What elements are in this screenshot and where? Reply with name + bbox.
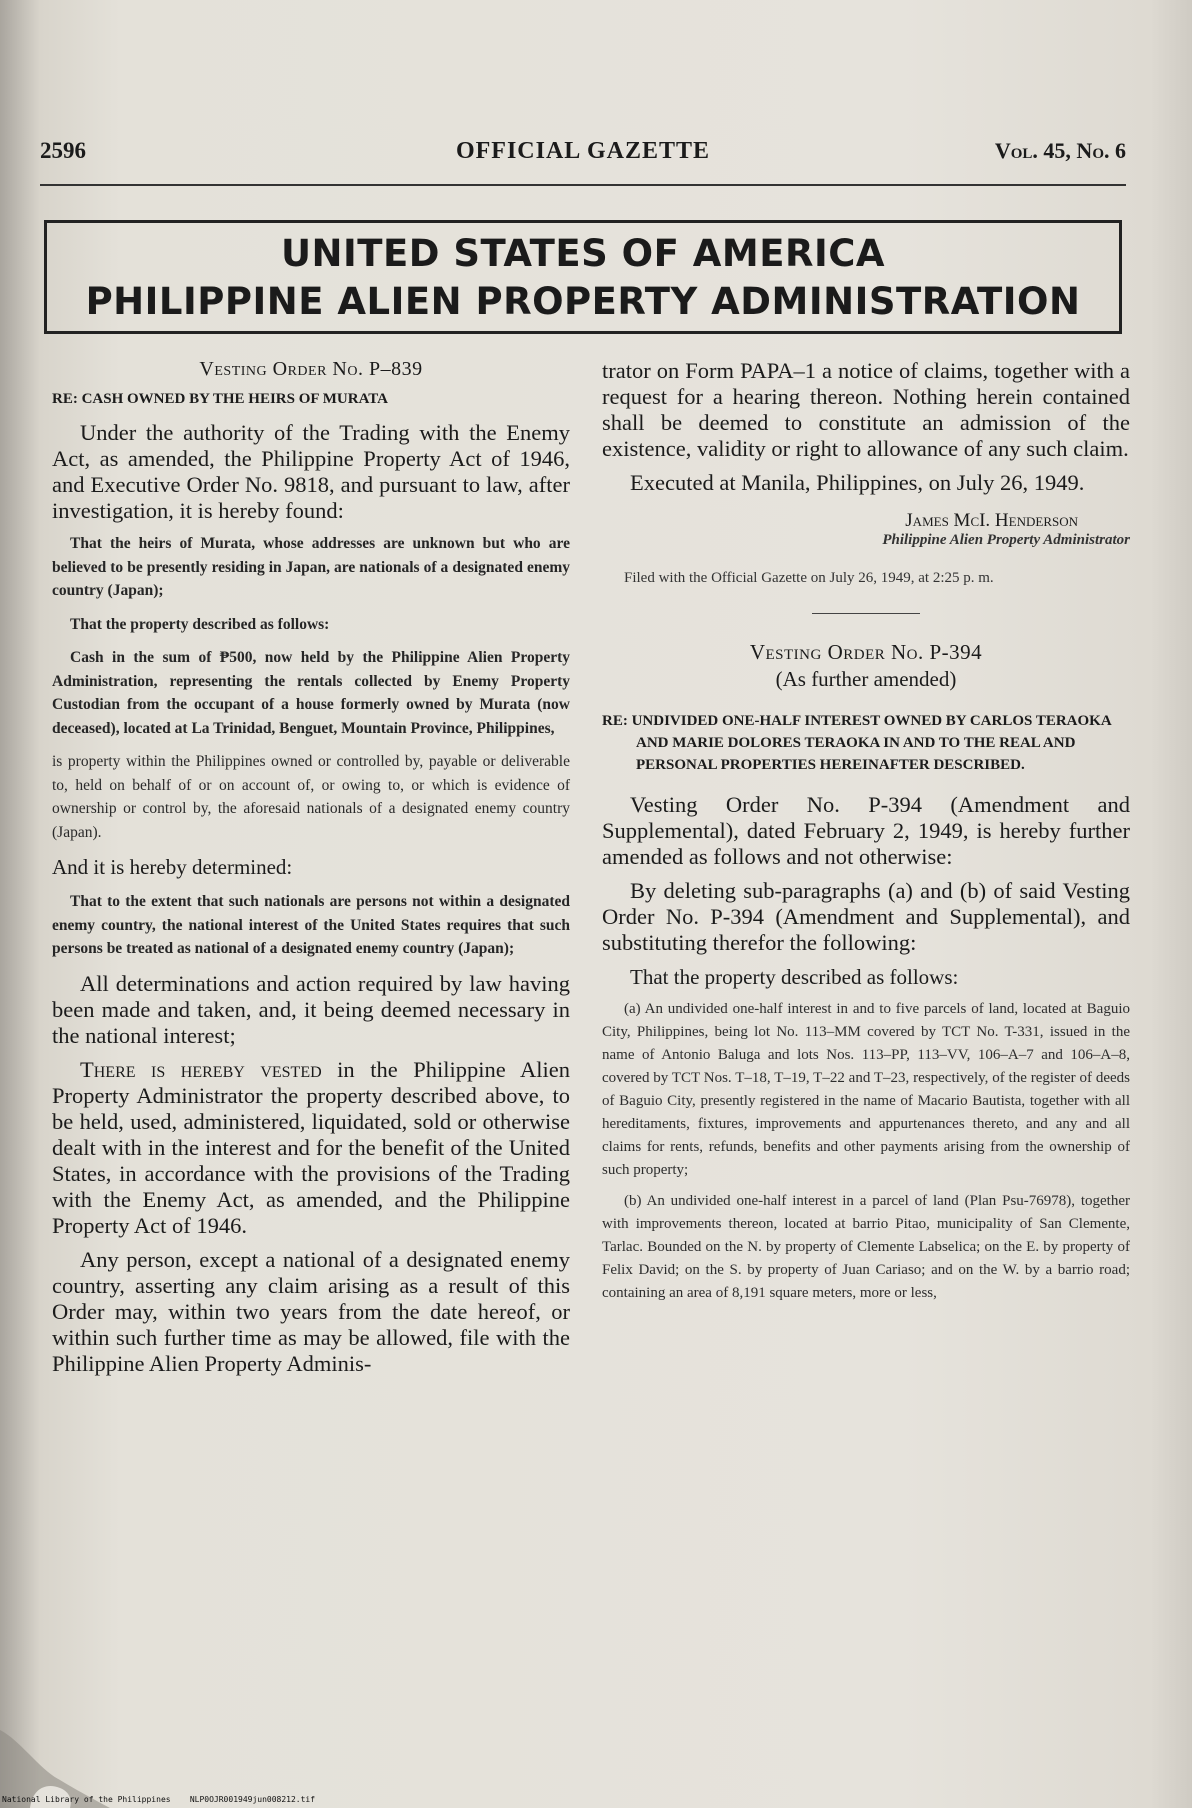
finding-paragraph: That the property described as follows: [70,615,330,633]
paragraph: Under the authority of the Trading with the Enemy Act, as amended, the Philippine Property Act of 1946, and Executive Order No. 9818, and pursuant to law, after investigation, it is hereby found: [52,420,570,523]
paragraph: trator on Form PAPA–1 a notice of claims, together with a request for a hearing thereon. Nothing herein contained shall be deemed to constitute an admission of the existence, validity or right to allowance of any such claim. [602,358,1130,461]
paragraph: All determinations and action required by law having been made and taken, and, it being deemed necessary in the national interest; [52,970,570,1048]
signatory-name: James McI. Henderson [905,510,1078,531]
paragraph: Any person, except a national of a designated enemy country, asserting any claim arising as a result of this Order may, within two years from the date hereof, or within such further time as may be allowed, file with the Philippine Alien Property Adminis- [52,1246,570,1376]
vesting-lead: There is hereby vested [80,1056,322,1082]
signatory-title: Philippine Alien Property Administrator [882,532,1130,548]
gazette-title: OFFICIAL GAZETTE [455,138,711,164]
agency-banner [44,220,1122,334]
finding-paragraph: is property within the Philippines owned or controlled by, payable or deliverable to, held on behalf of or on account of, or owing to, or which is evidence of ownership or control by, the aforesaid nationals of a designated enemy country (Japan). [52,753,570,841]
filing-note: Filed with the Official Gazette on July 26, 1949, at 2:25 p. m. [624,570,994,586]
page-corner-shadow [0,1700,110,1808]
paragraph: Executed at Manila, Philippines, on July 26, 1949. [630,470,1085,495]
finding-paragraph: That the heirs of Murata, whose addresses are unknown but who are believed to be presently residing in Japan, are nationals of a designated enemy country (Japan); [52,535,570,599]
sub-paragraph-a: (a) An undivided one-half interest in and to five parcels of land, located at Baguio City, Philippines, being lot No. 113–MM covered by TCT No. T-331, issued in the name of Antonio Baluga and lots Nos. 113–PP, 113–VV, 106–A–7 and 106–A–8, covered by TCT Nos. T–18, T–19, T–22 and T–23, respectively, of the register of deeds of Baguio City, presently registered in the name of Macario Bautista, together with all hereditaments, fixtures, improvements and appurtenances thereto, and any and all claims for rents, refunds, benefits and other payments arising from the ownership of such property; [602,1001,1130,1178]
order-subject: RE: UNDIVIDED ONE-HALF INTEREST OWNED BY CARLOS TERAOKA AND MARIE DOLORES TERAOKA IN AND TO THE REAL AND PERSONAL PROPERTIES HEREINAFTER DESCRIBED. [602,713,1111,773]
determination-heading: And it is hereby determined: [52,855,293,879]
paragraph: That the property described as follows: [630,965,959,989]
volume-number: Vol. 45, No. 6 [994,138,1126,163]
amendment-note: (As further amended) [775,667,957,691]
banner-line-1: UNITED STATES OF AMERICA [280,232,886,275]
scan-footer: National Library of the Philippines NLP0OJR001949jun008212.tif [2,1795,316,1804]
determination-paragraph: That to the extent that such nationals are persons not within a designated enemy country, the national interest of the United States requires that such persons be treated as national of a designated enemy country (Japan); [52,893,570,957]
section-divider [812,613,920,614]
vesting-text: in the Philippine Alien Property Administrator the property described above, to be held, used, administered, liquidated, sold or otherwise dealt with in the interest and for the benefit of the United States, in accordance with the provisions of the Trading with the Enemy Act, as amended, and the Philippine Property Act of 1946. [52,1056,570,1238]
page-header [40,138,1126,168]
page-number: 2596 [40,138,86,163]
left-column [52,358,570,1385]
paragraph: Vesting Order No. P-394 (Amendment and Supplemental), dated February 2, 1949, is hereby further amended as follows and not otherwise: [602,792,1130,869]
header-rule [40,184,1126,186]
vesting-paragraph [52,1057,570,1239]
vesting-order-title: Vesting Order No. P–839 [199,358,423,380]
right-column [602,358,1130,1313]
paragraph: By deleting sub-paragraphs (a) and (b) of said Vesting Order No. P-394 (Amendment and Supplemental), and substituting therefor the following: [602,878,1130,955]
property-description: Cash in the sum of ₱500, now held by the Philippine Alien Property Administration, representing the rentals collected by Enemy Property Custodian from the occupant of a house formerly owned by Murata (now deceased), located at La Trinidad, Benguet, Mountain Province, Philippines, [52,649,570,737]
order-subject: RE: CASH OWNED BY THE HEIRS OF MURATA [52,391,389,407]
banner-line-2: PHILIPPINE ALIEN PROPERTY ADMINISTRATION [85,280,1081,323]
vesting-order-title: Vesting Order No. P-394 [749,640,983,664]
sub-paragraph-b: (b) An undivided one-half interest in a parcel of land (Plan Psu-76978), together with improvements thereon, located at barrio Pitao, municipality of San Clemente, Tarlac. Bounded on the N. by property of Clemente Labselica; on the E. by property of Felix David; on the S. by property of Juan Cariaso; and on the W. by a barrio road; containing an area of 8,191 square meters, more or less, [602,1193,1130,1301]
